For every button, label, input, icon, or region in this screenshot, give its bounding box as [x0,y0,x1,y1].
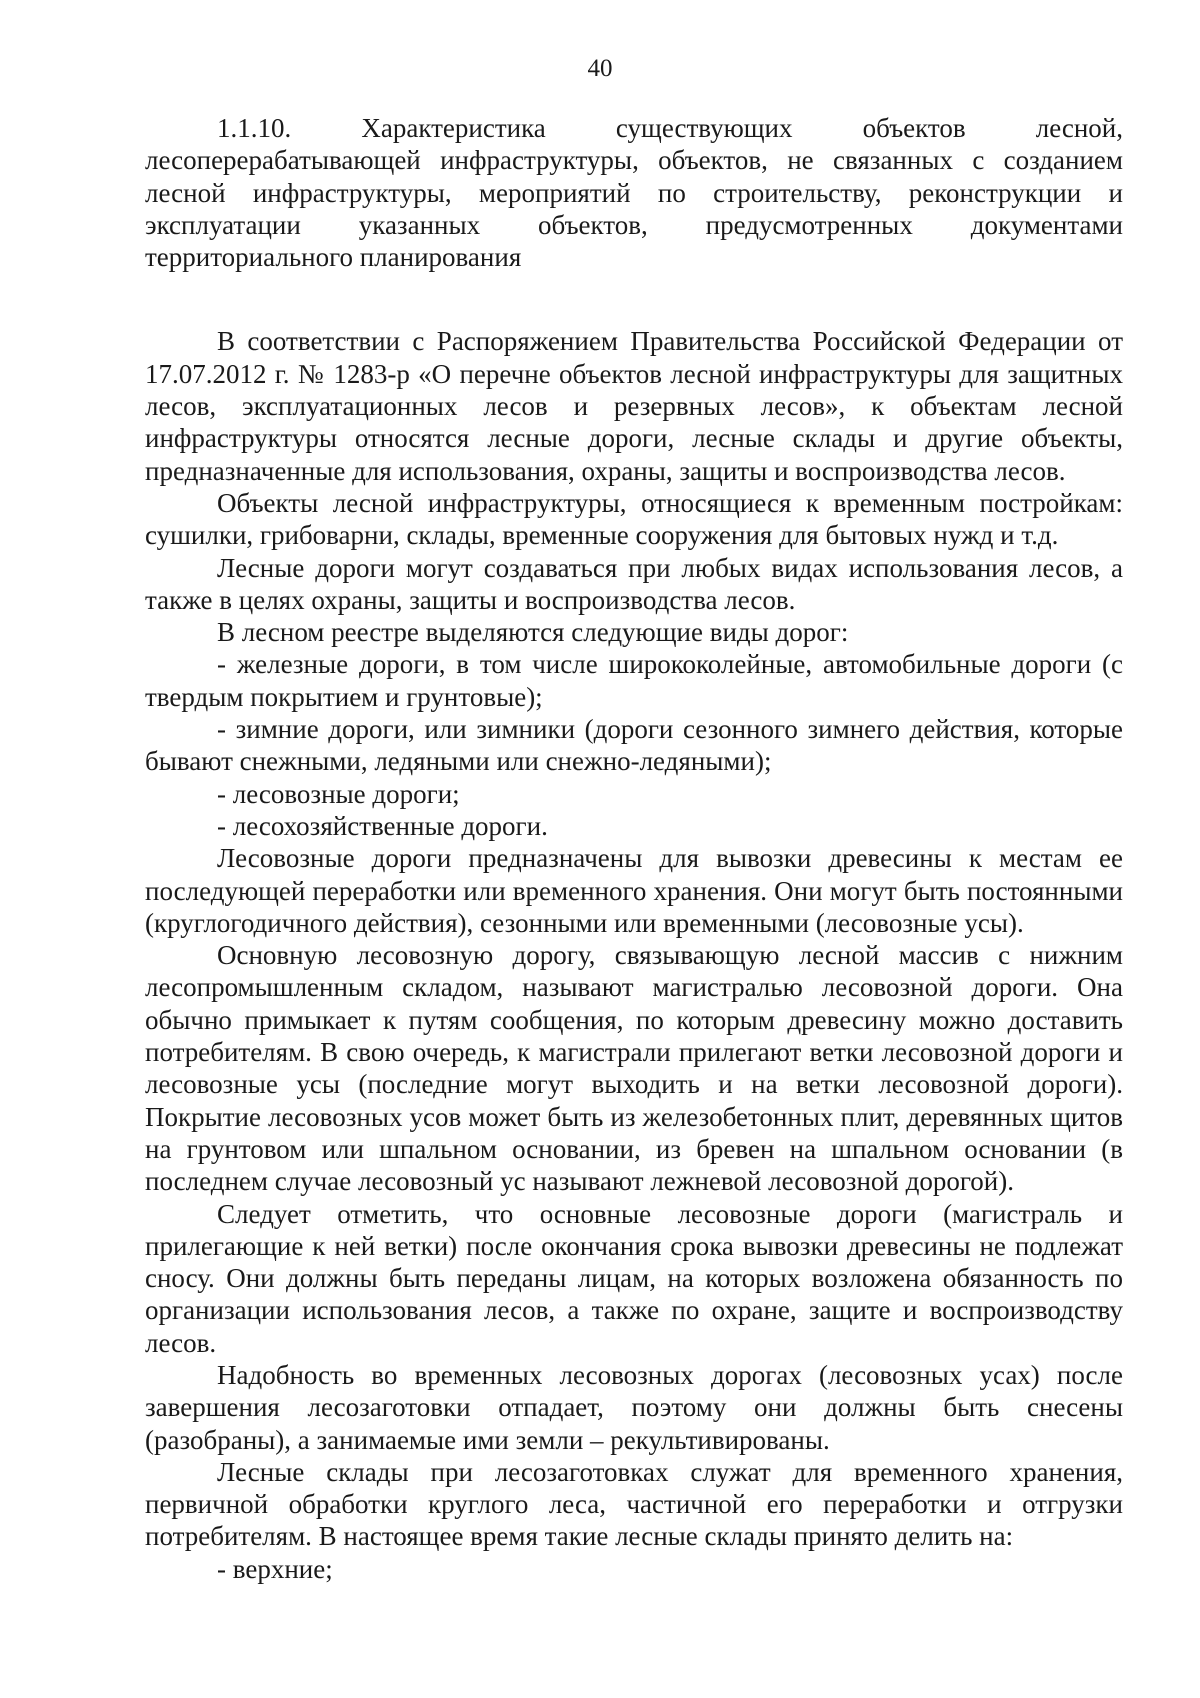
paragraph-temporary-objects: Объекты лесной инфраструктуры, относящиеся к временным постройкам: сушилки, грибоварни, склады, временные сооружения для бытовых нужд и т.д. [145,487,1123,551]
paragraph-not-demolished: Следует отметить, что основные лесовозные дороги (магистраль и прилегающие к ней ветки) после окончания срока вывозки древесины не подлежат сносу. Они должны быть переданы лицам, на которых возложена обязанность по организации использования лесов, а также по охране, защите и воспроизводству лесов. [145,1198,1123,1358]
list-item-forestry-roads: - лесохозяйственные дороги. [217,810,548,841]
page-content [145,112,1123,1585]
paragraph-forest-warehouses: Лесные склады при лесозаготовках служат для временного хранения, первичной обработки круглого леса, частичной его переработки и отгрузки потребителям. В настоящее время такие лесные склады принято делить на: [145,1456,1123,1552]
paragraph-road-types-intro: В лесном реестре выделяются следующие виды дорог: [217,617,849,648]
section-heading: 1.1.10. Характеристика существующих объектов лесной, лесоперерабатывающей инфраструктуры, объектов, не связанных с созданием лесной инфраструктуры, мероприятий по строительству, реконструкции и эксплуатации указанных объектов, предусмотренных документами территориального планирования [145,113,1123,273]
list-item-upper: - верхние; [217,1553,333,1584]
body-text [145,325,1123,1585]
paragraph-temporary-roads: Надобность во временных лесовозных дорогах (лесовозных усах) после завершения лесозаготовки отпадает, поэтому они должны быть снесены (разобраны), а занимаемые ими земли – рекультивированы. [145,1359,1123,1455]
paragraph-regulation: В соответствии с Распоряжением Правительства Российской Федерации от 17.07.2012 г. № 1283-р «О перечне объектов лесной инфраструктуры для защитных лесов, эксплуатационных лесов и резервных лесов», к объектам лесной инфраструктуры относятся лесные дороги, лесные склады и другие объекты, предназначенные для использования, охраны, защиты и воспроизводства лесов. [145,326,1123,486]
page-number: 40 [587,55,613,82]
paragraph-forest-roads: Лесные дороги могут создаваться при любых видах использования лесов, а также в целях охраны, защиты и воспроизводства лесов. [145,552,1123,615]
list-item-winter-roads: - зимние дороги, или зимники (дороги сезонного зимнего действия, которые бывают снежными, ледяными или снежно-ледяными); [145,714,1123,777]
list-item-logging-roads: - лесовозные дороги; [217,778,460,809]
paragraph-main-road: Основную лесовозную дорогу, связывающую лесной массив с нижним лесопромышленным складом, называют магистралью лесовозной дороги. Она обычно примыкает к путям сообщения, по которым древесину можно доставить потребителям. В свою очередь, к магистрали прилегают ветки лесовозной дороги и лесовозные усы (последние могут выходить и на ветки лесовозной дороги). Покрытие лесовозных усов может быть из железобетонных плит, деревянных щитов на грунтовом или шпальном основании, из бревен на шпальном основании (в последнем случае лесовозный ус называют лежневой лесовозной дорогой). [145,940,1123,1197]
list-item-railways: - железные дороги, в том числе ширококолейные, автомобильные дороги (с твердым покрытием и грунтовые); [145,649,1123,712]
paragraph-logging-roads-purpose: Лесовозные дороги предназначены для вывозки древесины к местам ее последующей переработки или временного хранения. Они могут быть постоянными (круглогодичного действия), сезонными или временными (лесовозные усы). [145,843,1123,938]
